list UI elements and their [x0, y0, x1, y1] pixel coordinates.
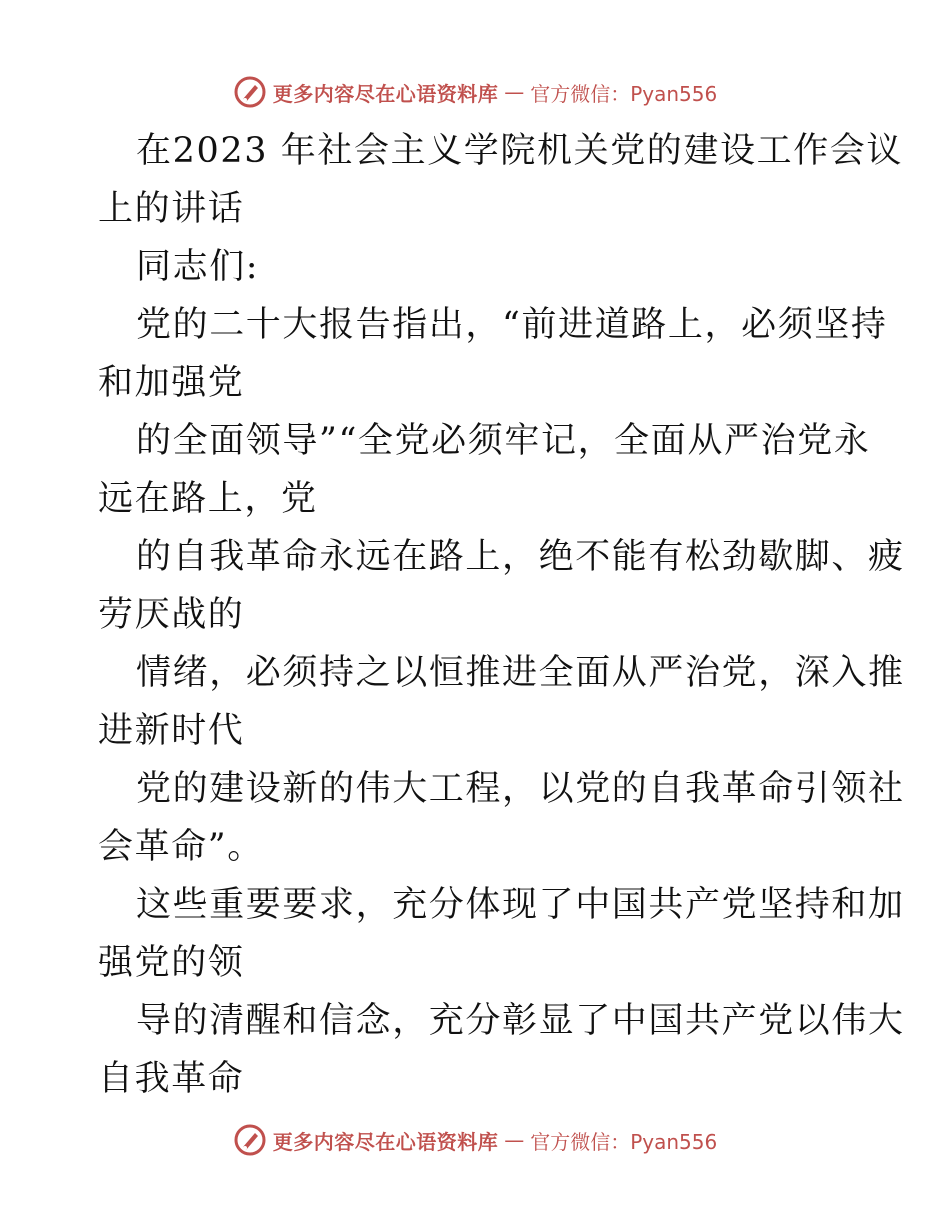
doc-line: 和加强党	[98, 363, 245, 403]
document-body	[98, 122, 905, 1108]
watermark-wechat-text: 官方微信：Pyan556	[530, 1129, 718, 1154]
watermark-site-text: 更多内容尽在心语资料库	[272, 1129, 499, 1154]
footer-watermark	[0, 1120, 950, 1160]
doc-line: 导的清醒和信念，充分彰显了中国共产党以伟大	[136, 1001, 905, 1041]
watermark-separator: —	[504, 80, 525, 104]
doc-line: 会革命”。	[98, 827, 264, 867]
pen-nib-icon	[233, 75, 267, 109]
doc-line: 党的建设新的伟大工程，以党的自我革命引领社	[136, 769, 905, 809]
pen-nib-icon	[233, 1123, 267, 1157]
doc-salutation: 同志们:	[136, 247, 260, 287]
doc-line: 进新时代	[98, 711, 245, 751]
doc-line: 的自我革命永远在路上，绝不能有松劲歇脚、疲	[136, 537, 905, 577]
watermark-separator: —	[504, 1128, 525, 1152]
doc-line: 党的二十大报告指出，“前进道路上，必须坚持	[136, 305, 888, 345]
doc-line: 劳厌战的	[98, 595, 245, 635]
doc-line: 的全面领导”“全党必须牢记，全面从严治党永	[136, 421, 871, 461]
watermark-site-text: 更多内容尽在心语资料库	[272, 81, 499, 106]
header-watermark	[0, 72, 950, 112]
doc-title-line-2: 上的讲话	[98, 189, 245, 229]
doc-line: 情绪，必须持之以恒推进全面从严治党，深入推	[136, 653, 905, 693]
doc-line: 强党的领	[98, 943, 245, 983]
watermark-wechat-text: 官方微信：Pyan556	[530, 81, 718, 106]
doc-line: 这些重要要求，充分体现了中国共产党坚持和加	[136, 885, 905, 925]
doc-title-line-1: 在2023 年社会主义学院机关党的建设工作会议	[136, 131, 903, 171]
doc-line: 自我革命	[98, 1059, 245, 1099]
doc-line: 远在路上，党	[98, 479, 318, 519]
